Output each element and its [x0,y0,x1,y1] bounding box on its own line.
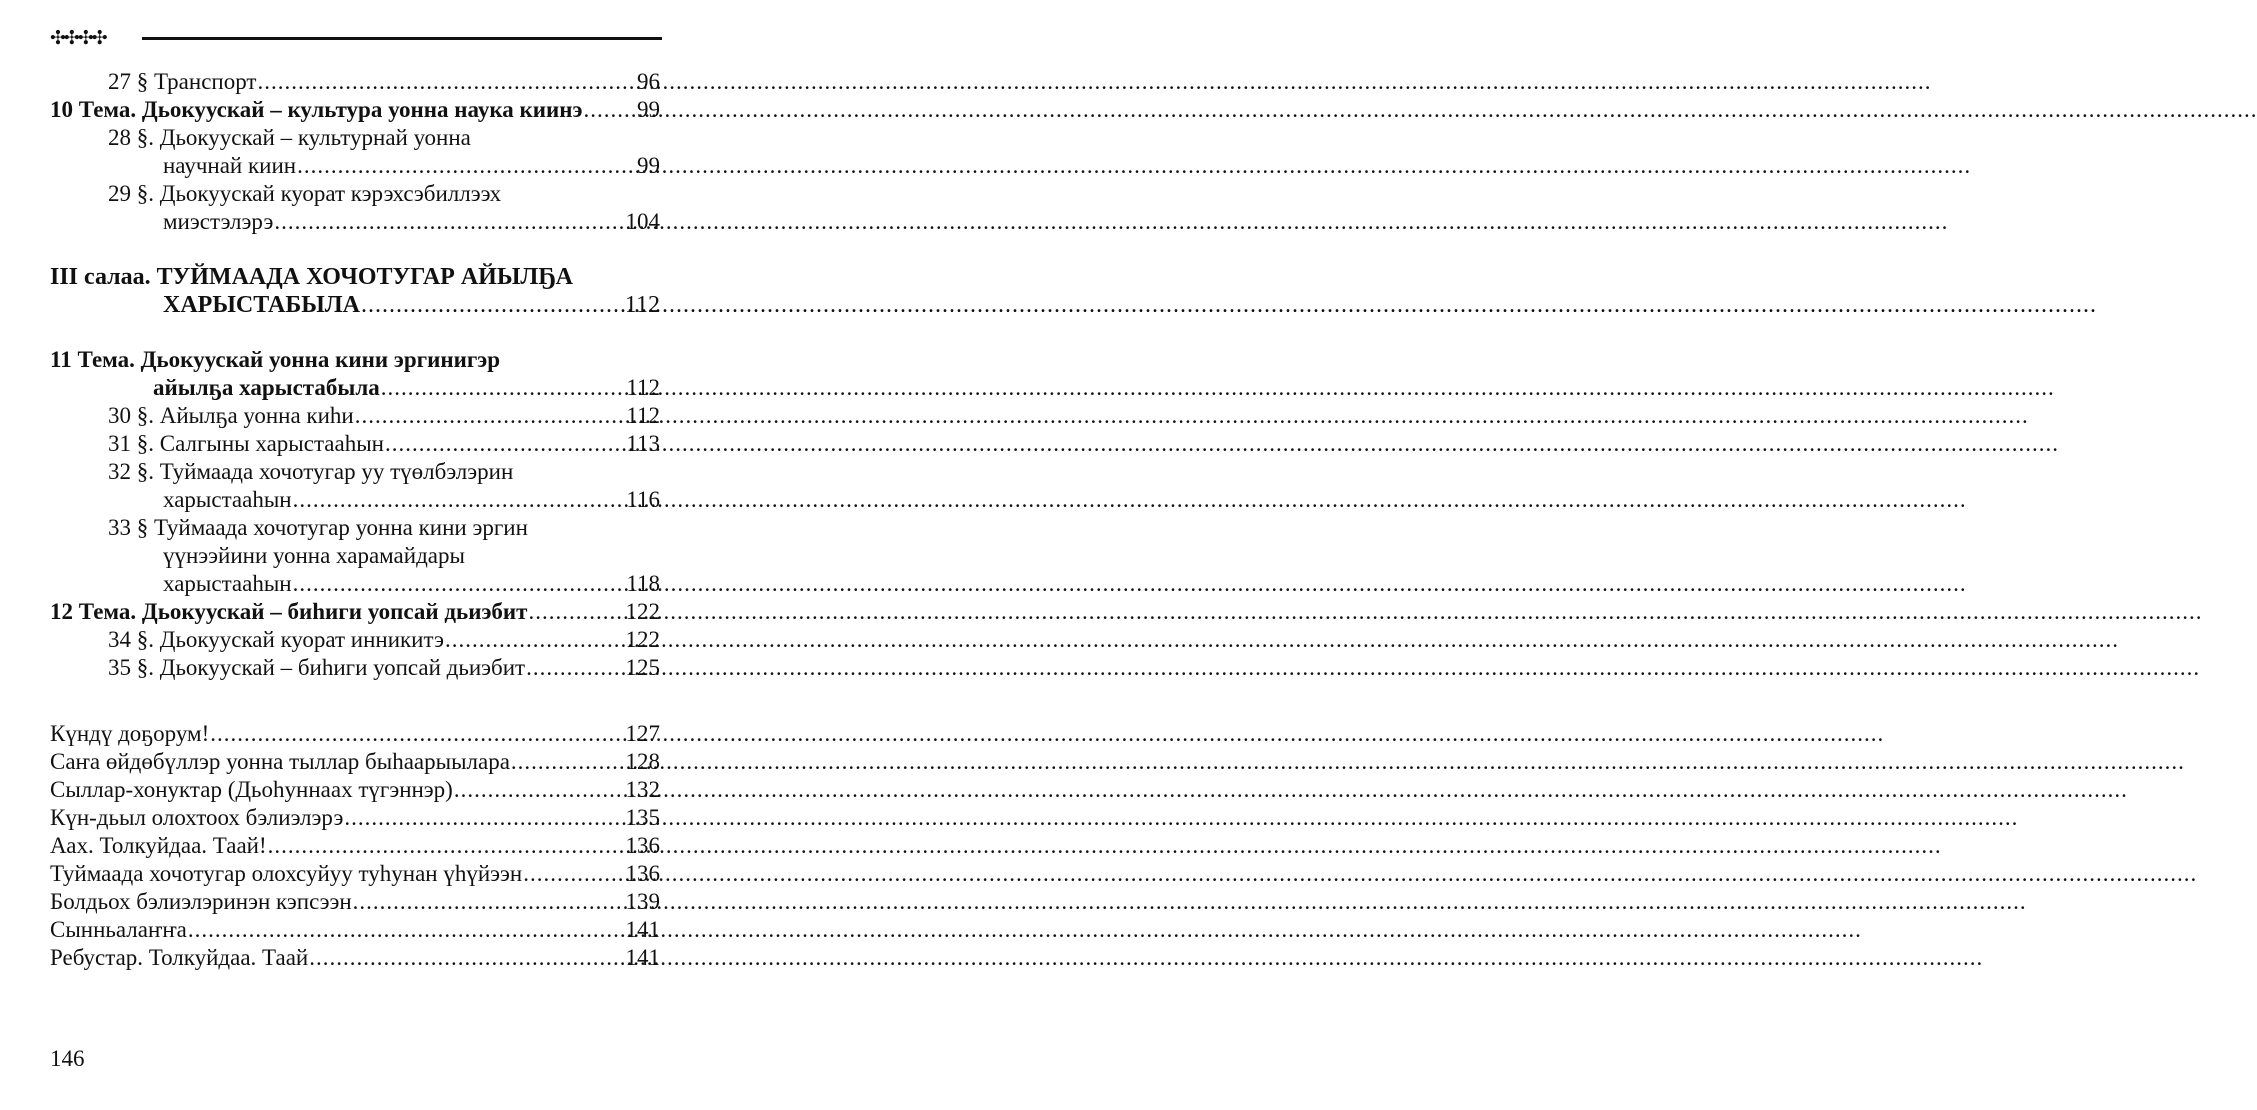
dot-leader [293,486,626,514]
dot-leader [309,944,624,972]
toc-topic-10 [50,96,660,124]
toc-topic-page: 99 [637,97,660,122]
toc-entry-32-line1 [50,458,660,486]
toc-entry-label-cont: харыстааһын [163,487,292,512]
dot-leader [274,208,624,236]
appendix-label: Күндү доҕорум! [50,721,210,746]
toc-entry-label: 31 §. Салгыны харыстааһын [108,431,384,456]
toc-section-line1 [50,263,660,291]
toc-section-label-cont: ХАРЫСТАБЫЛА [163,292,361,318]
toc-entry-28-line1 [50,124,660,152]
toc-entry-label-cont: научнай киин [163,153,297,178]
appendix-label: Ребустар. Толкуйдаа. Таай [50,945,309,970]
appendix-page: 127 [625,721,660,746]
toc-entry-label: 35 §. Дьокуускай – биһиги уопсай дьиэбит [108,655,526,680]
appendix-entry [50,916,660,944]
dot-leader [526,654,624,682]
dot-leader [268,832,625,860]
toc-entry-label-cont: харыстааһын [163,571,292,596]
appendix-page: 141 [625,945,660,970]
dot-leader [355,402,626,430]
toc-entry-34 [50,626,660,654]
toc-entry-label: 32 §. Туймаада хочотугар уу түөлбэлэрин [108,459,514,484]
dot-leader [583,96,636,124]
appendix-label: Сыллар-хонуктар (Дьоһуннаах түгэннэр) [50,777,453,802]
appendix-entry [50,804,660,832]
dot-leader [353,888,625,916]
toc-topic-12 [50,598,660,626]
table-of-contents [50,68,660,972]
toc-topic-label: 10 Тема. Дьокуускай – культура уонна наука киинэ [50,97,583,122]
appendix-entry [50,776,660,804]
toc-entry-page: 125 [625,655,660,680]
toc-entry-page: 99 [637,153,660,178]
dot-leader [293,570,626,598]
toc-entry-27 [50,68,660,96]
appendix-page: 136 [625,861,660,886]
appendix-label: Саҥа өйдөбүллэр уонна тыллар быһаарыылара [50,749,510,774]
appendix-label: Сынньалаҥҥа [50,917,187,942]
appendix-entry [50,888,660,916]
toc-entry-33-line1 [50,514,660,542]
toc-appendix [50,720,660,972]
toc-topic-label-cont: айылҕа харыстабыла [153,375,380,400]
toc-section-3 [50,263,660,319]
toc-entry-label-cont: үүнээйини уонна харамайдары [163,543,465,568]
book-page [0,0,710,1110]
toc-entry-29-line1 [50,180,660,208]
appendix-entry [50,832,660,860]
toc-entry-33-line3 [50,570,660,598]
dot-leader [188,916,625,944]
toc-entry-label-cont: миэстэлэрэ [163,209,274,234]
dot-leader [523,860,624,888]
toc-topic-label: 12 Тема. Дьокуускай – биһиги уопсай дьиэбит [50,599,528,624]
toc-entry-label: 27 § Транспорт [108,69,257,94]
toc-entry-label: 28 §. Дьокуускай – культурнай уонна [108,125,471,150]
dot-leader [257,68,636,96]
toc-topic-page: 112 [626,375,660,400]
appendix-label: Аах. Толкуйдаа. Таай! [50,833,267,858]
toc-entry-32-line2 [50,486,660,514]
dot-leader [445,626,625,654]
toc-topic-line1 [50,346,660,374]
appendix-label: Күн-дьыл олохтоох бэлиэлэрэ [50,805,344,830]
dot-leader [454,776,625,804]
dot-leader [361,291,624,319]
toc-entry-page: 113 [626,431,660,456]
toc-entry-page: 96 [637,69,660,94]
appendix-label: Туймаада хочотугар олохсуйуу туһунан үһүйээн [50,861,523,886]
toc-entry-label: 29 §. Дьокуускай куорат кэрэхсэбиллээх [108,181,502,206]
dot-leader [210,720,624,748]
page-header [50,26,662,52]
toc-entry-label: 33 § Туймаада хочотугар уонна кини эргин [108,515,528,540]
dot-leader [297,152,636,180]
toc-entry-label: 34 §. Дьокуускай куорат инникитэ [108,627,444,652]
toc-topic-11 [50,346,660,402]
page-number: 146 [50,1046,85,1071]
dot-leader [511,748,625,776]
appendix-label: Болдьох бэлиэлэринэн кэпсээн [50,889,352,914]
dot-leader [344,804,624,832]
appendix-page: 135 [625,805,660,830]
toc-entry-page: 104 [625,209,660,234]
toc-topic-label: 11 Тема. Дьокуускай уонна кини эргинигэр [50,347,501,372]
toc-entry-page: 112 [626,403,660,428]
appendix-page: 136 [625,833,660,858]
toc-entry-31 [50,430,660,458]
appendix-entry [50,720,660,748]
dot-leader [528,598,624,626]
appendix-entry [50,748,660,776]
toc-entry-label: 30 §. Айылҕа уонна киһи [108,403,354,428]
appendix-page: 139 [625,889,660,914]
appendix-page: 132 [625,777,660,802]
appendix-page: 141 [625,917,660,942]
toc-entry-33-line2 [50,542,660,570]
appendix-entry [50,860,660,888]
header-rule [142,37,662,40]
dot-leader [381,374,626,402]
toc-topic-line2 [50,374,660,402]
toc-section-label: III салаа. ТУЙМААДА ХОЧОТУГАР АЙЫЛҔА [50,264,573,290]
toc-entry-page: 122 [625,627,660,652]
toc-section-page: 112 [624,292,660,318]
dot-leader [385,430,625,458]
toc-entry-30 [50,402,660,430]
toc-entry-28-line2 [50,152,660,180]
toc-section-line2 [50,291,660,319]
appendix-entry [50,944,660,972]
ornament-glyphs: ✣✣✣✣ [50,28,106,49]
toc-entry-page: 118 [626,571,660,596]
toc-topic-page: 122 [625,599,660,624]
toc-entry-29-line2 [50,208,660,236]
toc-entry-page: 116 [626,487,660,512]
toc-entry-35 [50,654,660,682]
appendix-page: 128 [625,749,660,774]
